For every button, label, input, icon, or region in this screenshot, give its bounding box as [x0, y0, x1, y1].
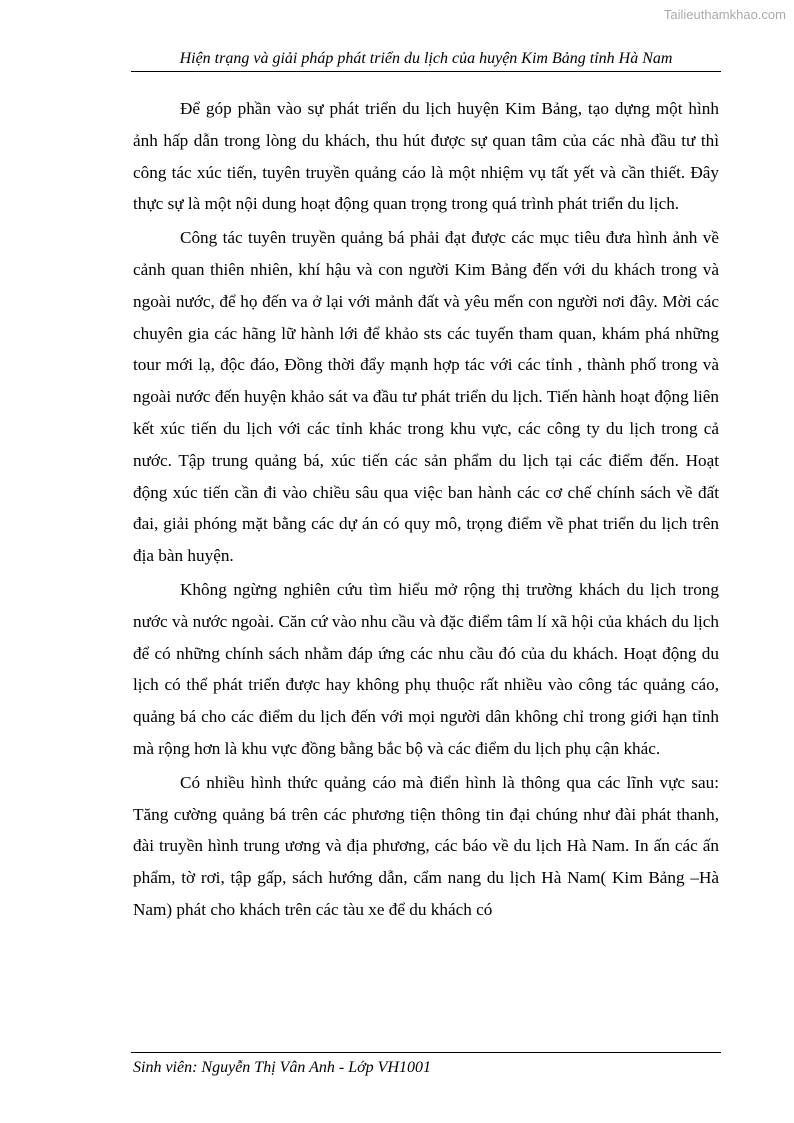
footer-divider	[131, 1052, 721, 1053]
paragraph: Không ngừng nghiên cứu tìm hiểu mở rộng thị trường khách du lịch trong nước và nước ngoài. Căn cứ vào nhu cầu và đặc điểm tâm lí xã hội của khách du lịch để có những chính sách nhằm đáp ứng các nhu cầu đó của du khách. Hoạt động du lịch có thể phát triển được hay không phụ thuộc rất nhiều vào công tác quảng cáo, quảng bá cho các điểm du lịch đến với mọi người dân không chỉ trong giới hạn tỉnh mà rộng hơn là khu vực đồng bằng bắc bộ và các điểm du lịch phụ cận khác.	[133, 579, 719, 758]
document-body	[133, 93, 719, 928]
header-divider	[131, 71, 721, 72]
paragraph: Công tác tuyên truyền quảng bá phải đạt được các mục tiêu đưa hình ảnh về cảnh quan thiên nhiên, khí hậu và con người Kim Bảng đến với du khách trong và ngoài nước, để họ đến va ở lại với mảnh đất và yêu mến con người nơi đây. Mời các chuyên gia các hãng lữ hành lới để khảo sts các tuyến tham quan, khám phá những tour mới lạ, độc đáo, Đồng thời đẩy mạnh hợp tác với các tỉnh , thành phố trong và ngoài nước đến huyện khảo sát va đầu tư phát triển du lịch. Tiến hành hoạt động liên kết xúc tiến du lịch với các tỉnh khác trong khu vực, các công ty du lịch trong cả nước. Tập trung quảng bá, xúc tiến các sản phẩm du lịch tại các điểm đến. Hoạt động xúc tiến cần đi vào chiều sâu qua việc ban hành các cơ chế chính sách về đất đai, giải phóng mặt bằng các dự án có quy mô, trọng điểm về phat triển du lịch trên địa bàn huyện.	[133, 228, 719, 566]
paragraph: Có nhiều hình thức quảng cáo mà điển hình là thông qua các lĩnh vực sau: Tăng cường quảng bá trên các phương tiện thông tin đại chúng như đài phát thanh, đài truyền hình trung ương và địa phương, các báo về du lịch Hà Nam. In ấn các ấn phẩm, tờ rơi, tập gấp, sách hướng dẫn, cẩm nang du lịch Hà Nam( Kim Bảng –Hà Nam) phát cho khách trên các tàu xe để du khách có	[133, 772, 719, 919]
page-footer: Sinh viên: Nguyễn Thị Vân Anh - Lớp VH1001	[133, 1059, 431, 1076]
page-header-title: Hiện trạng và giải pháp phát triển du lịch của huyện Kim Bảng tỉnh Hà Nam	[179, 50, 673, 67]
watermark: Tailieuthamkhao.com	[663, 7, 786, 22]
paragraph: Để góp phần vào sự phát triển du lịch huyện Kim Bảng, tạo dựng một hình ảnh hấp dẫn trong lòng du khách, thu hút được sự quan tâm của các nhà đầu tư thì công tác xúc tiến, tuyên truyền quảng cáo là một nhiệm vụ tất yết và cần thiết. Đây thực sự là một nội dung hoạt động quan trọng trong quá trình phát triển du lịch.	[133, 99, 719, 214]
